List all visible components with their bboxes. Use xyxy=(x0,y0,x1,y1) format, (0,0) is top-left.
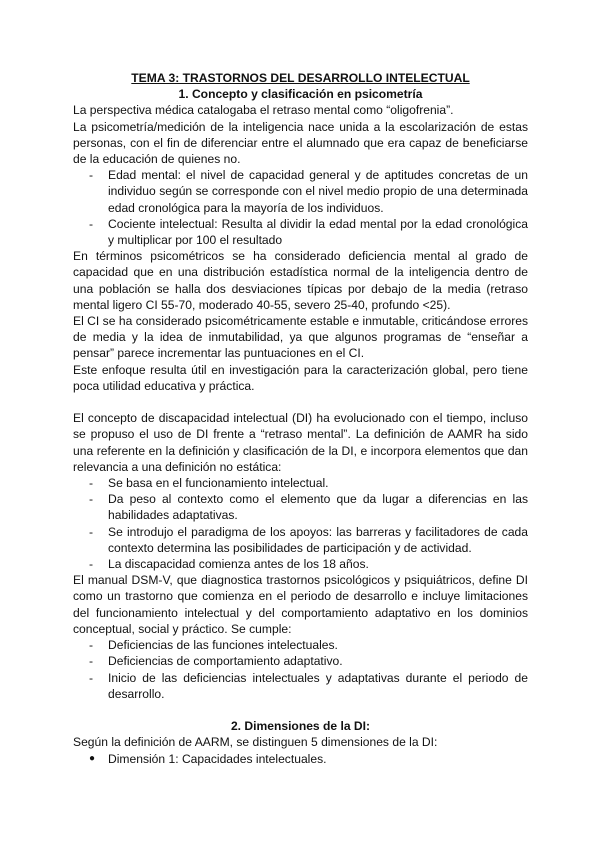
dash-bullet: - xyxy=(89,557,94,572)
dash-bullet: - xyxy=(89,670,94,685)
list-item: - Edad mental: el nivel de capacidad general y de aptitudes concretas de un individuo según se corresponde con el nivel medio propio de una determinada edad cronológica para la mayoría de los individuos. xyxy=(89,168,528,215)
list-item: - Deficiencias de las funciones intelectuales. xyxy=(89,638,338,653)
list-dimensions xyxy=(73,751,528,767)
list-aamr xyxy=(73,475,528,572)
dash-bullet: - xyxy=(89,524,94,539)
list-item: - Da peso al contexto como el elemento que da lugar a diferencias en las habilidades adaptativas. xyxy=(89,492,528,523)
list-item: - Deficiencias de comportamiento adaptativo. xyxy=(89,654,343,669)
list-concepts xyxy=(73,167,528,248)
dash-bullet: - xyxy=(89,638,94,653)
dash-bullet: - xyxy=(89,216,94,231)
list-dsm xyxy=(73,637,528,702)
list-item: - Inicio de las deficiencias intelectuales y adaptativas durante el periodo de desarrollo. xyxy=(89,670,528,701)
paragraph-4: El CI se ha considerado psicométricamente estable e inmutable, criticándose errores de media y la idea de inmutabilidad, ya que algunos programas de “enseñar a pensar” parece incrementar las puntuaciones en el CI. xyxy=(73,314,528,361)
paragraph-5: Este enfoque resulta útil en investigación para la caracterización global, pero tiene poca utilidad educativa y práctica. xyxy=(73,362,528,393)
list-item: - La discapacidad comienza antes de los 18 años. xyxy=(89,557,369,572)
blank-line xyxy=(73,702,528,718)
section-1-heading: 1. Concepto y clasificación en psicometría xyxy=(178,87,423,102)
dot-bullet: ● xyxy=(89,752,96,764)
document-title: TEMA 3: TRASTORNOS DEL DESARROLLO INTELECTUAL xyxy=(131,71,470,85)
list-item: - Cociente intelectual: Resulta al dividir la edad mental por la edad cronológica y multiplicar por 100 el resultado xyxy=(89,216,528,248)
paragraph-1: La perspectiva médica catalogaba el retraso mental como “oligofrenia”. xyxy=(73,103,454,118)
paragraph-2: La psicometría/medición de la inteligencia nace unida a la escolarización de estas personas, con el fin de diferenciar entre el alumnado que era capaz de beneficiarse de la educación de quienes no. xyxy=(73,119,528,167)
paragraph-8: Según la definición de AARM, se distinguen 5 dimensiones de la DI: xyxy=(73,735,438,750)
dash-bullet: - xyxy=(89,168,94,183)
dash-bullet: - xyxy=(89,492,94,507)
document-page xyxy=(73,70,528,767)
paragraph-6: El concepto de discapacidad intelectual (DI) ha evolucionado con el tiempo, incluso se propuso el uso de DI frente a “retraso mental”. La definición de AAMR ha sido una referente en la definición y clasificación de la DI, e incorpora elementos que dan relevancia a una definición no estática: xyxy=(73,411,528,474)
paragraph-7: El manual DSM-V, que diagnostica trastornos psicológicos y psiquiátricos, define DI como un trastorno que comienza en el periodo de desarrollo e incluye limitaciones del funcionamiento intelectual y del comportamiento adaptativo en los dominios conceptual, social y práctico. Se cumple: xyxy=(73,573,528,636)
list-item: ● Dimensión 1: Capacidades intelectuales. xyxy=(89,751,327,766)
paragraph-3: En términos psicométricos se ha considerado deficiencia mental al grado de capacidad que en una distribución estadística normal de la inteligencia dentro de una población se halla dos desviaciones típicas por debajo de la media (retraso mental ligero CI 55-70, moderado 40-55, severo 25-40, profundo <25). xyxy=(73,249,528,312)
dash-bullet: - xyxy=(89,476,94,491)
dash-bullet: - xyxy=(89,654,94,669)
blank-line xyxy=(73,394,528,410)
list-item: - Se introdujo el paradigma de los apoyos: las barreras y facilitadores de cada contexto determina las posibilidades de participación y de actividad. xyxy=(89,524,528,555)
section-2-heading: 2. Dimensiones de la DI: xyxy=(230,719,371,734)
list-item: - Se basa en el funcionamiento intelectual. xyxy=(89,476,329,491)
